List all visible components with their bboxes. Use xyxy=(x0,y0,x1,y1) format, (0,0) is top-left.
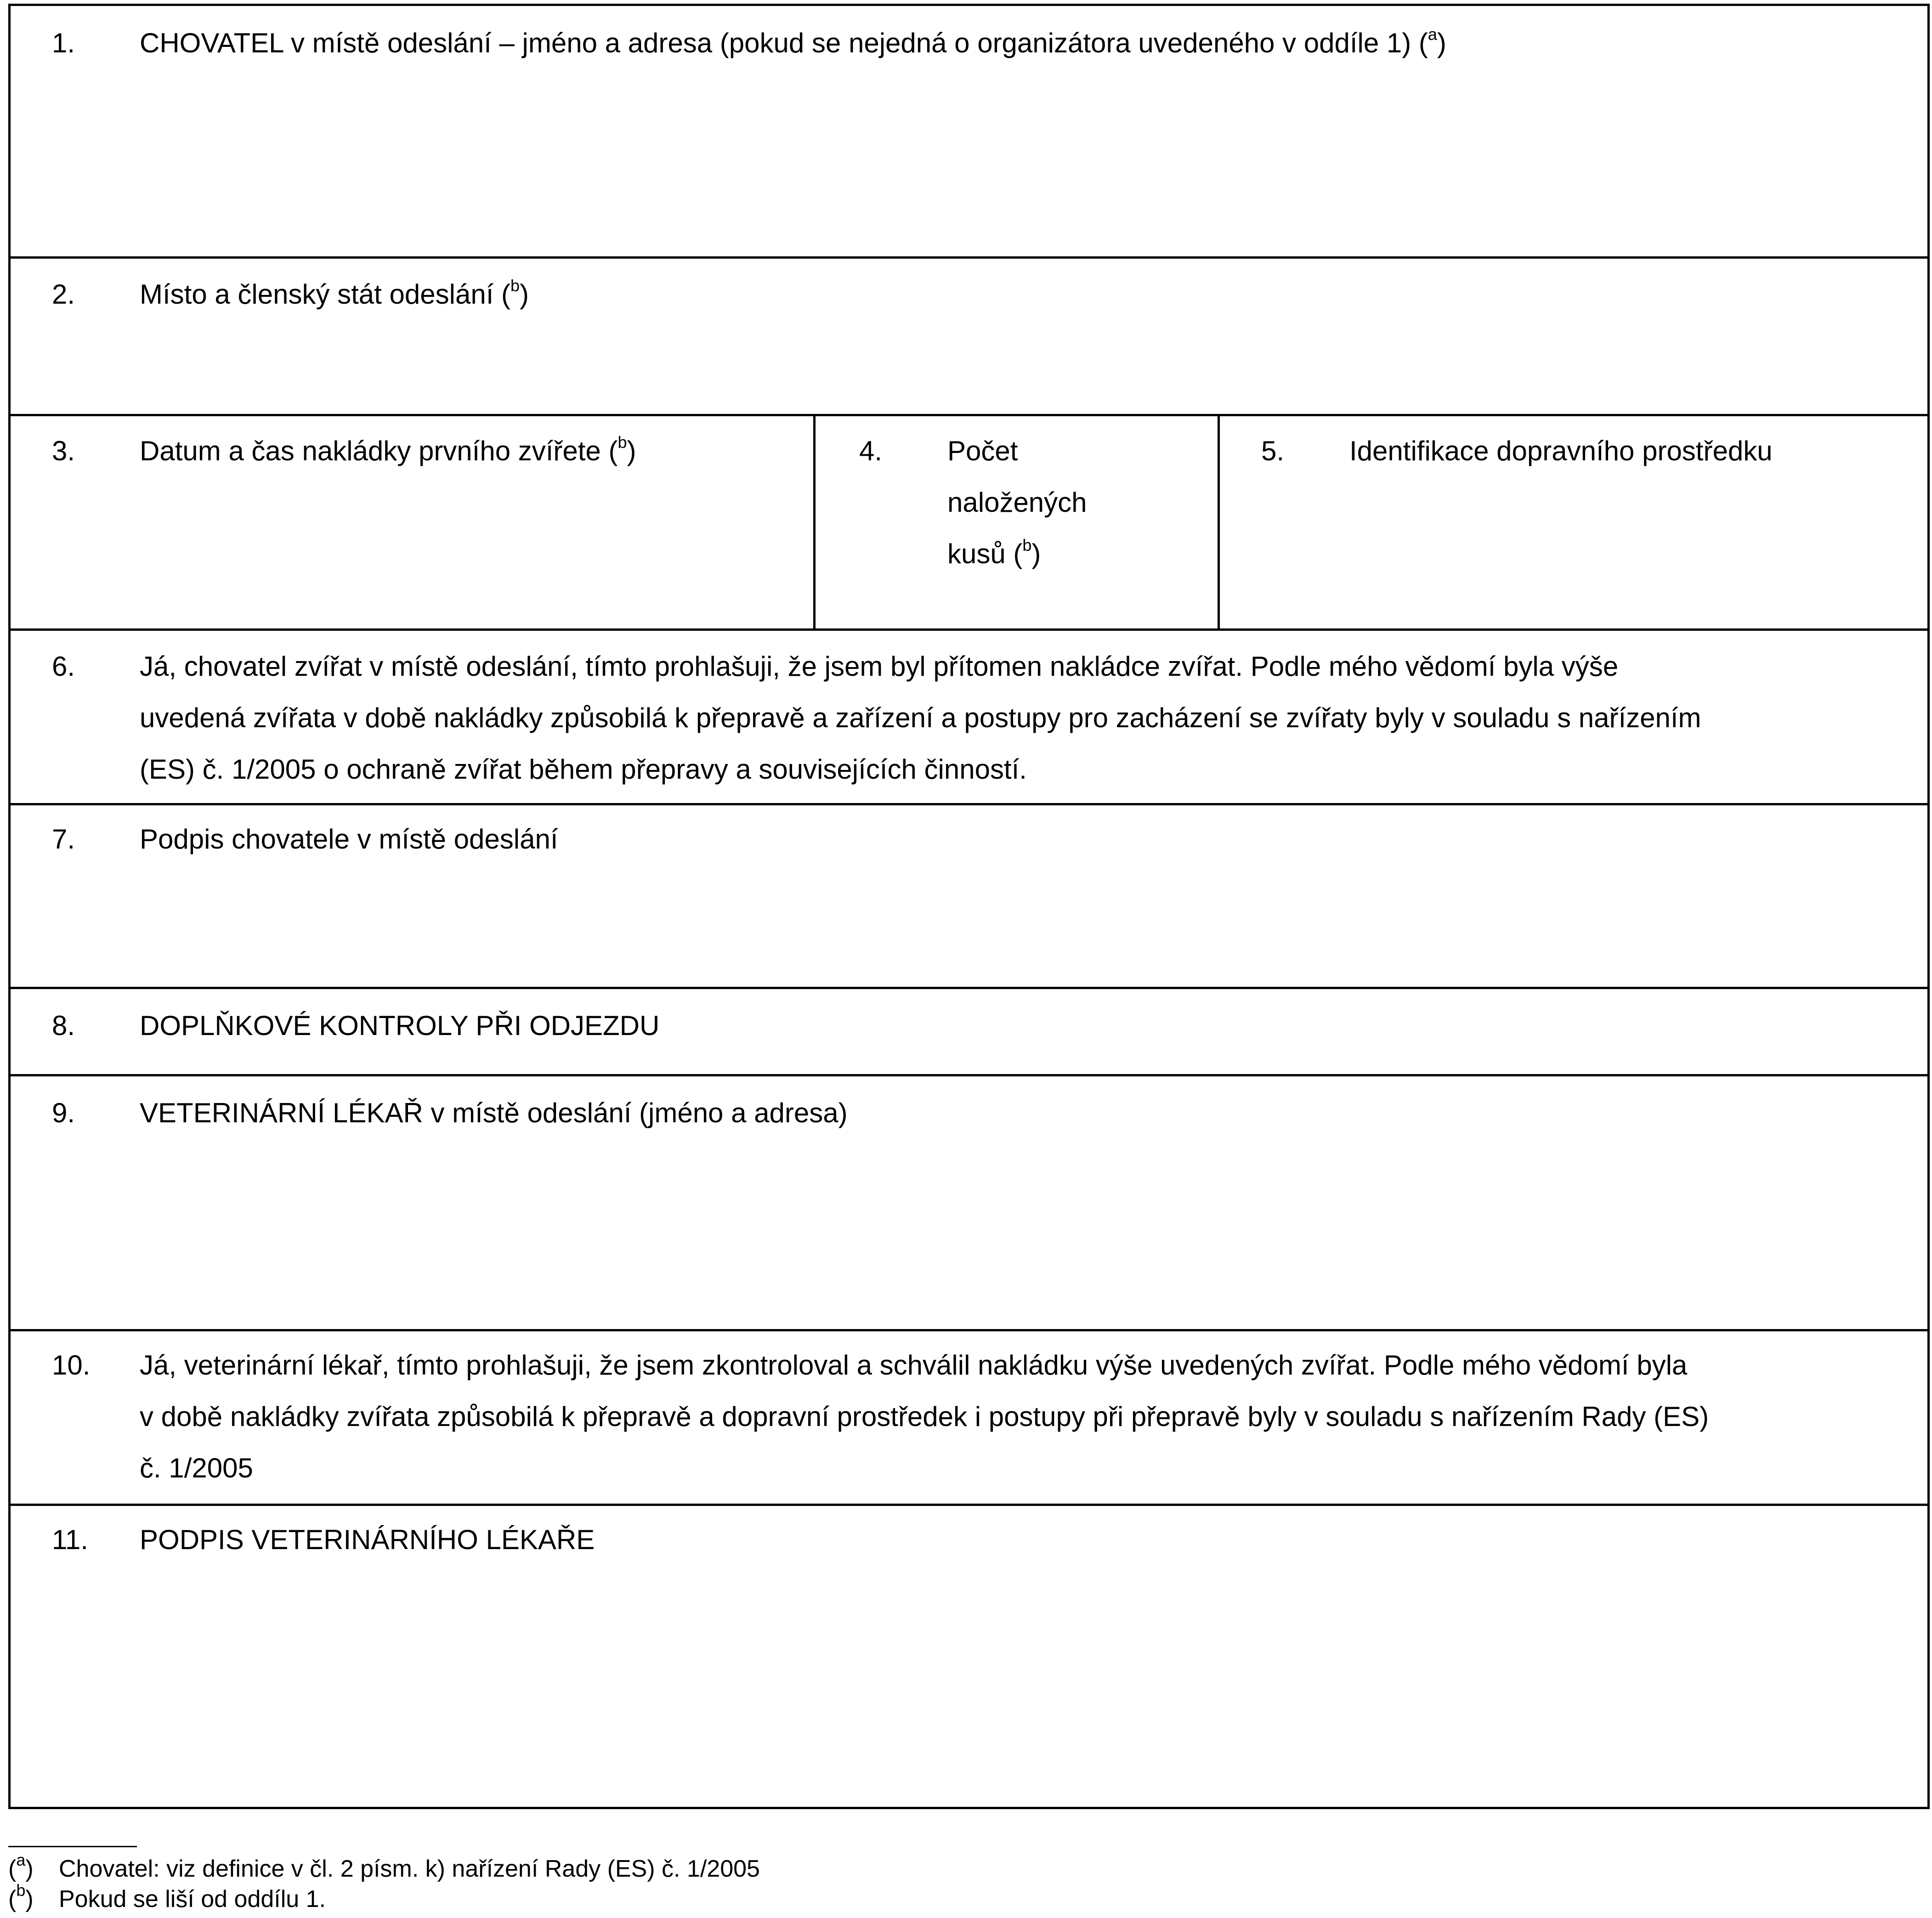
section-6-text-line2: uvedená zvířata v době nakládky způsobilá k přepravě a zařízení a postupy pro zacházení se zvířaty byly v souladu s nařízením xyxy=(140,702,1701,733)
footnote-b xyxy=(8,1880,927,1913)
section-10-text-line3: č. 1/2005 xyxy=(140,1453,253,1483)
section-4-number-loaded[interactable] xyxy=(813,416,1218,628)
section-6-number: 6. xyxy=(52,651,75,682)
section-9-label: VETERINÁRNÍ LÉKAŘ v místě odeslání (jméno a adresa) xyxy=(140,1098,848,1128)
section-1-label: CHOVATEL v místě odeslání – jméno a adresa (pokud se nejedná o organizátora uvedeného v oddíle 1) ($^a$) xyxy=(140,25,1446,58)
section-3-4-5-row xyxy=(8,416,1930,631)
section-6-text-line1: Já, chovatel zvířat v místě odeslání, tímto prohlašuji, že jsem byl přítomen nakládce zvířat. Podle mého vědomí byla výše xyxy=(140,651,1619,682)
section-11-vet-signature[interactable] xyxy=(8,1506,1930,1809)
footnote-a xyxy=(8,1850,927,1883)
section-5-label: Identifikace dopravního prostředku xyxy=(1349,436,1773,466)
footnote-b-text: Pokud se liší od oddílu 1. xyxy=(59,1886,326,1912)
section-7-label: Podpis chovatele v místě odeslání xyxy=(140,824,558,854)
section-4-label-line1: Počet xyxy=(947,436,1018,466)
section-11-label: PODPIS VETERINÁRNÍHO LÉKAŘE xyxy=(140,1524,595,1555)
section-2-place-of-departure[interactable] xyxy=(8,259,1930,416)
section-10-vet-declaration xyxy=(8,1331,1930,1506)
section-5-transport-id[interactable] xyxy=(1218,416,1927,628)
section-1-keeper[interactable] xyxy=(8,4,1930,259)
section-5-number: 5. xyxy=(1261,436,1285,466)
section-11-number: 11. xyxy=(52,1524,88,1555)
section-8-number: 8. xyxy=(52,1010,75,1041)
section-6-keeper-declaration xyxy=(8,631,1930,805)
section-1-number: 1. xyxy=(52,28,75,58)
section-3-number: 3. xyxy=(52,436,75,466)
footnote-rule xyxy=(8,1846,137,1847)
consignment-form xyxy=(8,4,1930,1809)
section-4-label-line2: naložených xyxy=(947,487,1087,518)
section-2-number: 2. xyxy=(52,279,75,310)
section-4-label-line3: kusů ($^b$) xyxy=(947,536,1041,569)
section-3-loading-time[interactable] xyxy=(11,416,813,628)
section-6-text-line3: (ES) č. 1/2005 o ochraně zvířat během přepravy a souvisejících činností. xyxy=(140,754,1027,785)
footnote-a-text: Chovatel: viz definice v čl. 2 písm. k) nařízení Rady (ES) č. 1/2005 xyxy=(59,1856,760,1882)
footnote-a-marker: ($^a$) xyxy=(8,1850,34,1882)
section-10-text-line1: Já, veterinární lékař, tímto prohlašuji, že jsem zkontroloval a schválil nakládku výše uvedených zvířat. Podle mého vědomí byla xyxy=(140,1350,1688,1381)
section-8-additional-checks[interactable] xyxy=(8,989,1930,1076)
section-2-label: Místo a členský stát odeslání ($^b$) xyxy=(140,276,529,310)
section-8-label: DOPLŇKOVÉ KONTROLY PŘI ODJEZDU xyxy=(140,1010,660,1041)
section-10-number: 10. xyxy=(52,1350,91,1381)
section-4-number: 4. xyxy=(859,436,883,466)
section-9-veterinarian[interactable] xyxy=(8,1076,1930,1331)
section-9-number: 9. xyxy=(52,1098,75,1128)
section-7-number: 7. xyxy=(52,824,75,854)
section-10-text-line2: v době nakládky zvířata způsobilá k přepravě a dopravní prostředek i postupy při přepravě byly v souladu s nařízením Rady (ES) xyxy=(140,1401,1709,1432)
section-7-keeper-signature[interactable] xyxy=(8,805,1930,989)
section-3-label: Datum a čas nakládky prvního zvířete ($^b$) xyxy=(140,433,636,466)
footnote-b-marker: ($^b$) xyxy=(8,1880,34,1912)
